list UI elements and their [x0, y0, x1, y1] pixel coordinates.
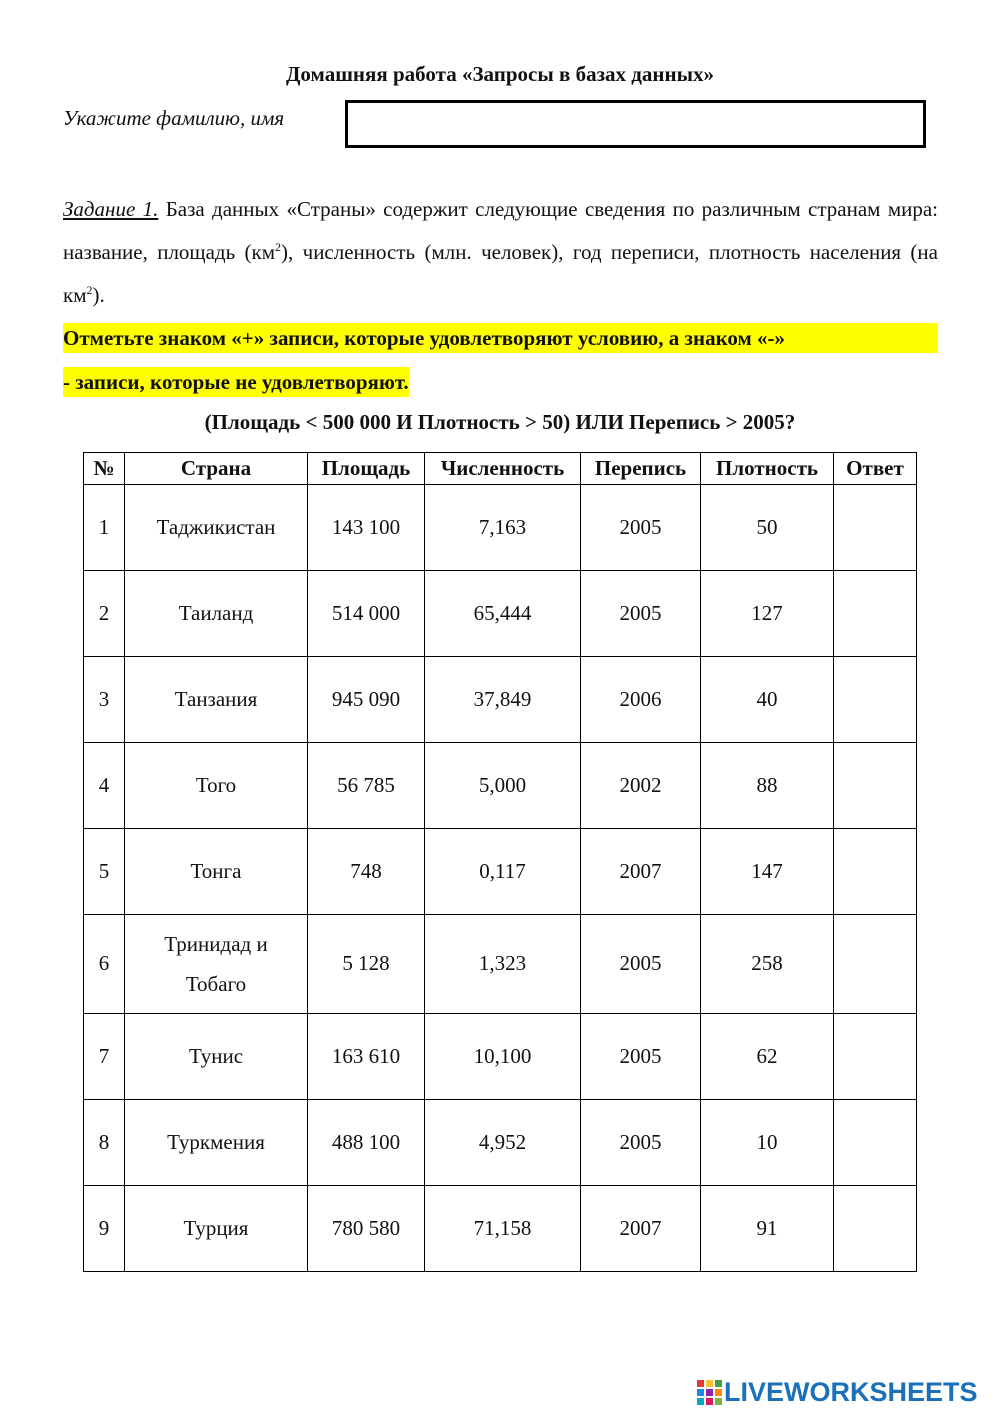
cell-census: 2006 — [581, 656, 701, 742]
cell-answer — [834, 484, 917, 570]
cell-num: 8 — [84, 1099, 125, 1185]
cell-answer — [834, 915, 917, 1013]
cell-country: Танзания — [125, 656, 308, 742]
cell-census: 2007 — [581, 829, 701, 915]
answer-input[interactable] — [836, 1021, 914, 1091]
cell-density: 40 — [701, 656, 834, 742]
cell-census: 2002 — [581, 742, 701, 828]
cell-census: 2005 — [581, 1099, 701, 1185]
cell-area: 143 100 — [308, 484, 425, 570]
liveworksheets-brand — [697, 1378, 978, 1406]
cell-country: Туркмения — [125, 1099, 308, 1185]
header-census: Перепись — [581, 453, 701, 485]
cell-answer — [834, 570, 917, 656]
cell-num: 4 — [84, 742, 125, 828]
table-row — [84, 1013, 917, 1099]
instruction-line-1: Отметьте знаком «+» записи, которые удовлетворяют условию, а знаком «-» — [63, 323, 938, 353]
table-row — [84, 484, 917, 570]
cell-area: 748 — [308, 829, 425, 915]
cell-census: 2005 — [581, 915, 701, 1013]
cell-area: 488 100 — [308, 1099, 425, 1185]
answer-input[interactable] — [836, 929, 914, 999]
cell-country: Таиланд — [125, 570, 308, 656]
cell-census: 2005 — [581, 484, 701, 570]
cell-density: 50 — [701, 484, 834, 570]
cell-country: Тунис — [125, 1013, 308, 1099]
cell-density: 258 — [701, 915, 834, 1013]
cell-census: 2007 — [581, 1185, 701, 1271]
task-sup2: 2 — [86, 283, 93, 297]
cell-num: 1 — [84, 484, 125, 570]
cell-num: 3 — [84, 656, 125, 742]
cell-answer — [834, 829, 917, 915]
cell-density: 147 — [701, 829, 834, 915]
query-condition: (Площадь < 500 000 И Плотность > 50) ИЛИ Перепись > 2005? — [204, 410, 796, 434]
cell-answer — [834, 1185, 917, 1271]
answer-input[interactable] — [836, 492, 914, 562]
cell-density: 91 — [701, 1185, 834, 1271]
cell-country: Турция — [125, 1185, 308, 1271]
cell-density: 10 — [701, 1099, 834, 1185]
cell-population: 5,000 — [425, 742, 581, 828]
task-description — [63, 188, 938, 317]
cell-answer — [834, 1099, 917, 1185]
answer-input[interactable] — [836, 751, 914, 821]
task-label: Задание 1. — [63, 197, 159, 221]
cell-density: 88 — [701, 742, 834, 828]
table-row — [84, 742, 917, 828]
cell-num: 7 — [84, 1013, 125, 1099]
cell-answer — [834, 656, 917, 742]
table-header-row — [84, 453, 917, 485]
instruction-line-2: - записи, которые не удовлетворяют. — [63, 367, 409, 397]
liveworksheets-logo-icon — [697, 1380, 722, 1405]
cell-population: 1,323 — [425, 915, 581, 1013]
cell-population: 65,444 — [425, 570, 581, 656]
cell-country: Тонга — [125, 829, 308, 915]
task-text-part1: База данных «Страны» содержит следующие сведения по различным странам мира: название, площадь (км — [63, 197, 938, 264]
task-text-part3: ). — [92, 283, 105, 307]
brand-text: LIVEWORKSHEETS — [724, 1376, 978, 1407]
cell-area: 780 580 — [308, 1185, 425, 1271]
cell-num: 6 — [84, 915, 125, 1013]
cell-area: 163 610 — [308, 1013, 425, 1099]
cell-population: 10,100 — [425, 1013, 581, 1099]
cell-country — [125, 915, 308, 1013]
header-density: Плотность — [701, 453, 834, 485]
cell-num: 5 — [84, 829, 125, 915]
country-line-1: Тринидад и — [164, 931, 268, 956]
header-answer: Ответ — [834, 453, 917, 485]
answer-input[interactable] — [836, 837, 914, 907]
table-row — [84, 656, 917, 742]
country-line-2: Тобаго — [185, 971, 247, 996]
cell-country: Таджикистан — [125, 484, 308, 570]
cell-population: 37,849 — [425, 656, 581, 742]
header-country: Страна — [125, 453, 308, 485]
countries-table — [83, 452, 917, 1272]
table-row — [84, 915, 917, 1013]
name-input[interactable] — [345, 100, 926, 148]
header-population: Численность — [425, 453, 581, 485]
cell-census: 2005 — [581, 570, 701, 656]
table-row — [84, 570, 917, 656]
header-area: Площадь — [308, 453, 425, 485]
cell-num: 9 — [84, 1185, 125, 1271]
cell-population: 0,117 — [425, 829, 581, 915]
cell-area: 5 128 — [308, 915, 425, 1013]
task-sup1: 2 — [275, 240, 282, 254]
table-row — [84, 829, 917, 915]
answer-input[interactable] — [836, 664, 914, 734]
cell-population: 71,158 — [425, 1185, 581, 1271]
table-row — [84, 1185, 917, 1271]
cell-answer — [834, 742, 917, 828]
answer-input[interactable] — [836, 578, 914, 648]
cell-population: 4,952 — [425, 1099, 581, 1185]
cell-num: 2 — [84, 570, 125, 656]
cell-area: 945 090 — [308, 656, 425, 742]
task-text-part2: ), численность (млн. человек), год переписи, плотность населения (на км — [63, 240, 938, 307]
page-title: Домашняя работа «Запросы в базах данных» — [285, 62, 714, 86]
cell-density: 62 — [701, 1013, 834, 1099]
cell-country: Того — [125, 742, 308, 828]
header-num: № — [84, 453, 125, 485]
cell-answer — [834, 1013, 917, 1099]
answer-input[interactable] — [836, 1193, 914, 1263]
name-label: Укажите фамилию, имя — [63, 106, 285, 130]
answer-input[interactable] — [836, 1107, 914, 1177]
table-row — [84, 1099, 917, 1185]
cell-area: 56 785 — [308, 742, 425, 828]
cell-area: 514 000 — [308, 570, 425, 656]
cell-population: 7,163 — [425, 484, 581, 570]
cell-census: 2005 — [581, 1013, 701, 1099]
cell-density: 127 — [701, 570, 834, 656]
